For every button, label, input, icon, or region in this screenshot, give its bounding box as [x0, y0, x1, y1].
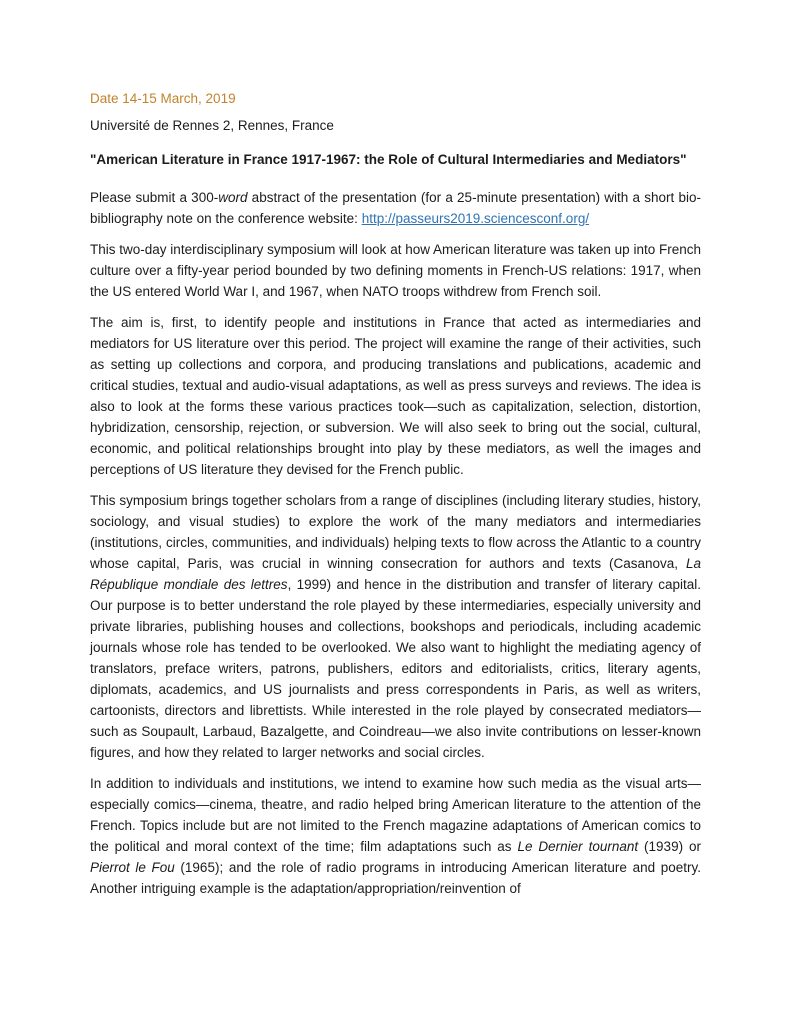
conference-date: Date 14-15 March, 2019	[90, 91, 236, 106]
italic-film-title: Le Dernier tournant	[517, 839, 639, 854]
text-run: (1965); and the role of radio programs in introducing American literature and poetry. Another intriguing example is the adaptation/appropriation/reinvention of	[90, 860, 701, 896]
conference-venue: Université de Rennes 2, Rennes, France	[90, 118, 334, 133]
text-run: This symposium brings together scholars from a range of disciplines (including literary studies, history, sociology, and visual studies) to explore the work of the many mediators and intermediaries (institutions, circles, communities, and individuals) helping texts to flow across the Atlantic to a country whose capital, Paris, was crucial in winning consecration for authors and texts (Casanova,	[90, 493, 701, 571]
conference-title: "American Literature in France 1917-1967: the Role of Cultural Intermediaries and Mediators"	[90, 152, 687, 167]
conference-website-link[interactable]: http://passeurs2019.sciencesconf.org/	[361, 211, 590, 226]
paragraph-scholars	[90, 490, 701, 763]
paragraph-overview: This two-day interdisciplinary symposium will look at how American literature was taken up into French culture over a fifty-year period bounded by two defining moments in French-US relations: 1917, when the US entered World War I, and 1967, when NATO troops withdrew from French soil.	[90, 242, 701, 299]
italic-film-title: Pierrot le Fou	[90, 860, 175, 875]
text-run: abstract of the presentation (for a 25-minute presentation) with a short bio-bibliography note on the conference website:	[90, 190, 701, 226]
paragraph-submission	[90, 187, 701, 229]
paragraph-media	[90, 773, 701, 899]
text-run: (1939) or	[638, 839, 701, 854]
text-run: In addition to individuals and institutions, we intend to examine how such media as the visual arts—especially comics—cinema, theatre, and radio helped bring American literature to the attention of the French. Topics include but are not limited to the French magazine adaptations of American comics to the political and moral context of the time; film adaptations such as	[90, 776, 701, 854]
italic-run: word	[218, 190, 248, 205]
text-run: Please submit a 300-	[90, 190, 219, 205]
italic-book-title: La République mondiale des lettres	[90, 556, 701, 592]
paragraph-aims: The aim is, first, to identify people and institutions in France that acted as intermediaries and mediators for US literature over this period. The project will examine the range of their activities, such as setting up collections and corpora, and producing translations and publications, academic and critical studies, textual and audio-visual adaptations, as well as press surveys and reviews. The idea is also to look at the forms these various practices took—such as capitalization, selection, distortion, hybridization, censorship, rejection, or subversion. We will also seek to bring out the social, cultural, economic, and political relationships brought into play by these mediators, as well the images and perceptions of US literature they devised for the French public.	[90, 315, 701, 477]
text-run: , 1999) and hence in the distribution and transfer of literary capital. Our purpose is to better understand the role played by these intermediaries, especially university and private libraries, publishing houses and collections, bookshops and periodicals, including academic journals whose role has tended to be overlooked. We also want to highlight the mediating agency of translators, preface writers, patrons, publishers, editors and editorialists, critics, literary agents, diplomats, academics, and US journalists and press correspondents in Paris, as well as writers, cartoonists, directors and librettists. While interested in the role played by consecrated mediators—such as Soupault, Larbaud, Bazalgette, and Coindreau—we also invite contributions on lesser-known figures, and how they related to larger networks and social circles.	[90, 577, 701, 760]
